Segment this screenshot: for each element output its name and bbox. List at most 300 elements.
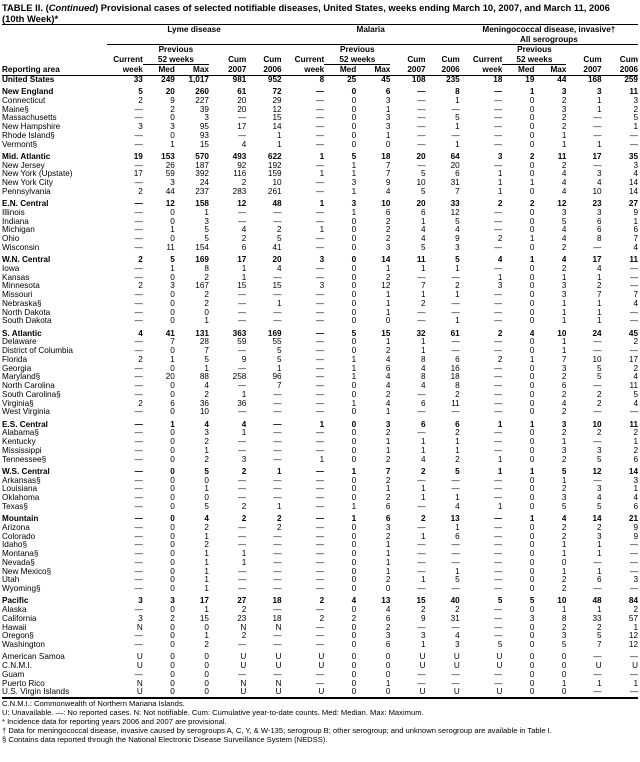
cell-value: 2 bbox=[385, 623, 391, 632]
cell-value: 169 bbox=[195, 256, 209, 265]
cell-value: 2 bbox=[497, 235, 503, 244]
cell-value: 2 bbox=[204, 438, 209, 447]
cell-value: 3 bbox=[497, 282, 503, 291]
cell-value: 5 bbox=[561, 502, 567, 511]
table-row bbox=[2, 585, 638, 594]
cell-value: — bbox=[417, 476, 426, 485]
cell-value: 4 bbox=[204, 515, 209, 524]
cell-value: 1 bbox=[497, 467, 503, 476]
reporting-area: Vermont§ bbox=[2, 140, 38, 149]
cell-value: — bbox=[417, 623, 426, 632]
cell-value: 0 bbox=[351, 623, 357, 632]
cell-value: 41 bbox=[165, 329, 175, 338]
cell-value: — bbox=[494, 494, 503, 503]
cell-value: — bbox=[134, 317, 143, 326]
cell-value: 4 bbox=[421, 235, 426, 244]
cell-value: 1,017 bbox=[188, 75, 209, 84]
cell-value: — bbox=[238, 382, 247, 391]
cell-value: 5 bbox=[597, 373, 602, 382]
cell-value: — bbox=[629, 567, 638, 576]
cell-value: 1 bbox=[241, 264, 247, 273]
table-row bbox=[2, 503, 638, 512]
reporting-area: Puerto Rico bbox=[2, 679, 45, 688]
cell-value: 7 bbox=[385, 467, 391, 476]
cell-value: — bbox=[494, 576, 503, 585]
table-row bbox=[2, 338, 638, 347]
cell-value: 0 bbox=[170, 567, 175, 576]
cell-value: 1 bbox=[597, 317, 602, 326]
cell-value: 1 bbox=[455, 438, 460, 447]
cell-value: 12 bbox=[381, 282, 391, 291]
cell-value: 0 bbox=[529, 282, 535, 291]
cell-value: 5 bbox=[561, 641, 567, 650]
cell-value: — bbox=[494, 408, 503, 417]
cell-value: 28 bbox=[199, 338, 209, 347]
cell-value: 1 bbox=[497, 170, 503, 179]
cell-value: 1 bbox=[597, 567, 602, 576]
cell-value: 45 bbox=[628, 329, 638, 338]
cell-value: 3 bbox=[319, 282, 325, 291]
cell-value: 7 bbox=[385, 161, 391, 170]
cell-value: 1 bbox=[385, 105, 391, 114]
cell-value: — bbox=[417, 105, 426, 114]
cell-value: 2 bbox=[561, 532, 567, 541]
cell-value: 1 bbox=[633, 438, 638, 447]
reporting-area: California bbox=[2, 614, 37, 623]
cell-value: 0 bbox=[351, 256, 357, 265]
cell-value: 1 bbox=[597, 105, 602, 114]
cell-value: — bbox=[593, 382, 602, 391]
cell-value: — bbox=[417, 523, 426, 532]
cell-value: U bbox=[390, 688, 425, 697]
cell-value: 2 bbox=[455, 606, 460, 615]
cell-value: — bbox=[273, 541, 282, 550]
cell-value: 4 bbox=[351, 597, 357, 606]
cell-value: 1 bbox=[385, 291, 391, 300]
cell-value: — bbox=[451, 347, 460, 356]
cell-value: 1 bbox=[170, 420, 175, 429]
cell-value: 9 bbox=[633, 523, 638, 532]
table-row bbox=[2, 97, 638, 106]
cell-value: — bbox=[316, 502, 325, 511]
cell-value: 55 bbox=[272, 338, 282, 347]
cell-value: 9 bbox=[455, 235, 460, 244]
cell-value: U bbox=[419, 653, 426, 662]
header-2007: 2007 bbox=[209, 65, 246, 76]
cell-value: — bbox=[316, 123, 325, 132]
cell-value: 0 bbox=[529, 641, 535, 650]
cell-value: 19 bbox=[525, 75, 535, 84]
cell-value: — bbox=[593, 114, 602, 123]
cell-value: 249 bbox=[161, 75, 175, 84]
cell-value: — bbox=[134, 523, 143, 532]
cell-value: 5 bbox=[421, 243, 426, 252]
cell-value: — bbox=[494, 299, 503, 308]
cell-value: 168 bbox=[587, 75, 602, 84]
cell-value: 1 bbox=[204, 364, 209, 373]
cell-value: 1 bbox=[351, 161, 357, 170]
cell-value: 0 bbox=[351, 273, 357, 282]
cell-value: — bbox=[494, 131, 503, 140]
cell-value: — bbox=[316, 105, 325, 114]
cell-value: 0 bbox=[529, 291, 535, 300]
cell-value: 5 bbox=[597, 364, 602, 373]
cell-value: 3 bbox=[561, 88, 567, 97]
cell-value: — bbox=[238, 299, 247, 308]
cell-value: 0 bbox=[170, 114, 175, 123]
cell-value: — bbox=[134, 200, 143, 209]
table-row bbox=[2, 688, 638, 697]
reporting-area: Texas§ bbox=[2, 502, 28, 511]
cell-value: 2 bbox=[385, 532, 391, 541]
cell-value: 0 bbox=[351, 105, 357, 114]
cell-value: U bbox=[275, 662, 282, 671]
cell-value: — bbox=[417, 429, 426, 438]
cell-value: 1 bbox=[597, 140, 602, 149]
cell-value: 0 bbox=[529, 243, 535, 252]
cell-value: 0 bbox=[204, 494, 209, 503]
cell-value: 0 bbox=[385, 317, 391, 326]
cell-value: 0 bbox=[351, 606, 357, 615]
table-row bbox=[2, 568, 638, 577]
cell-value: 14 bbox=[592, 515, 602, 524]
cell-value: 36 bbox=[199, 399, 209, 408]
cell-value: 0 bbox=[561, 662, 567, 671]
cell-value: 1 bbox=[204, 585, 209, 594]
cell-value: 0 bbox=[529, 299, 535, 308]
cell-value: 0 bbox=[529, 273, 535, 282]
cell-value: — bbox=[238, 532, 247, 541]
cell-value: 1 bbox=[385, 485, 391, 494]
reporting-area: Arizona bbox=[2, 523, 30, 532]
cell-value: 2 bbox=[138, 256, 143, 265]
data-table bbox=[2, 24, 638, 698]
cell-value: 3 bbox=[138, 123, 143, 132]
cell-value: 25 bbox=[347, 75, 357, 84]
cell-value: — bbox=[451, 131, 460, 140]
cell-value: — bbox=[316, 606, 325, 615]
cell-value: 17 bbox=[199, 597, 209, 606]
header-previous: Previous bbox=[517, 45, 552, 55]
cell-value: — bbox=[494, 243, 503, 252]
cell-value: 1 bbox=[204, 576, 209, 585]
header-med: Med bbox=[324, 65, 356, 76]
cell-value: 44 bbox=[165, 187, 175, 196]
cell-value: — bbox=[494, 558, 503, 567]
cell-value: — bbox=[273, 585, 282, 594]
header-current: Current bbox=[113, 55, 143, 65]
cell-value: 0 bbox=[351, 576, 357, 585]
cell-value: 10 bbox=[381, 200, 391, 209]
table-row bbox=[2, 188, 638, 197]
cell-value: — bbox=[316, 585, 325, 594]
reporting-area: Connecticut bbox=[2, 96, 46, 105]
cell-value: 952 bbox=[267, 75, 282, 84]
cell-value: 2 bbox=[204, 299, 209, 308]
cell-value: 12 bbox=[272, 105, 282, 114]
cell-value: U bbox=[496, 653, 503, 662]
cell-value: 3 bbox=[385, 420, 391, 429]
cell-value: — bbox=[238, 641, 247, 650]
reporting-area: Montana§ bbox=[2, 550, 39, 559]
cell-value: 6 bbox=[421, 420, 426, 429]
cell-value: — bbox=[316, 243, 325, 252]
cell-value: 10 bbox=[592, 355, 602, 364]
cell-value: 4 bbox=[455, 226, 460, 235]
cell-value: 6 bbox=[561, 382, 567, 391]
cell-value: 1 bbox=[351, 355, 357, 364]
cell-value: 4 bbox=[421, 226, 426, 235]
cell-value: 1 bbox=[529, 467, 535, 476]
cell-value: — bbox=[134, 140, 143, 149]
cell-value: 4 bbox=[455, 502, 460, 511]
cell-value: 0 bbox=[351, 446, 357, 455]
cell-value: — bbox=[494, 446, 503, 455]
cell-value: — bbox=[238, 347, 247, 356]
cell-value: 1 bbox=[597, 541, 602, 550]
cell-value: 0 bbox=[351, 585, 357, 594]
cell-value: 11 bbox=[629, 256, 638, 265]
cell-value: 0 bbox=[351, 670, 357, 679]
cell-value: 14 bbox=[628, 187, 638, 196]
cell-value: 3 bbox=[241, 455, 247, 464]
footnotes bbox=[2, 698, 638, 745]
cell-value: 2 bbox=[455, 282, 460, 291]
cell-value: — bbox=[451, 585, 460, 594]
cell-value: 1 bbox=[455, 523, 460, 532]
cell-value: 1 bbox=[561, 131, 567, 140]
cell-value: 0 bbox=[529, 502, 535, 511]
cell-value: 1 bbox=[561, 140, 567, 149]
cell-value: — bbox=[238, 446, 247, 455]
cell-value: 1 bbox=[597, 550, 602, 559]
table-row bbox=[2, 485, 638, 494]
cell-value: 4 bbox=[633, 399, 638, 408]
cell-value: — bbox=[417, 308, 426, 317]
cell-value: 6 bbox=[170, 399, 175, 408]
cell-value: 4 bbox=[385, 606, 391, 615]
cell-value: 3 bbox=[561, 420, 567, 429]
cell-value: 0 bbox=[529, 606, 535, 615]
cell-value: 1 bbox=[170, 226, 175, 235]
cell-value: 15 bbox=[416, 597, 426, 606]
cell-value: 3 bbox=[455, 243, 460, 252]
cell-value: 4 bbox=[561, 235, 567, 244]
cell-value: — bbox=[316, 399, 325, 408]
cell-value: 8 bbox=[561, 614, 567, 623]
cell-value: — bbox=[494, 429, 503, 438]
cell-value: 0 bbox=[351, 308, 357, 317]
cell-value: — bbox=[238, 364, 247, 373]
cell-value: 1 bbox=[351, 399, 357, 408]
cell-value: 0 bbox=[385, 140, 391, 149]
cell-value: — bbox=[316, 329, 325, 338]
table-row bbox=[2, 244, 638, 253]
cell-value: 0 bbox=[175, 688, 209, 697]
cell-value: 0 bbox=[170, 523, 175, 532]
cell-value: 0 bbox=[385, 653, 391, 662]
cell-value: 2 bbox=[633, 105, 638, 114]
table-row bbox=[2, 209, 638, 218]
cell-value: U bbox=[632, 662, 638, 671]
cell-value: 0 bbox=[351, 476, 357, 485]
cell-value: 0 bbox=[529, 438, 535, 447]
header-current: Current bbox=[472, 55, 503, 65]
cell-value: 2 bbox=[385, 576, 391, 585]
cell-value: 0 bbox=[529, 541, 535, 550]
title-main: ) Provisional cases of selected notifiable diseases, United States, weeks ending March 10, 2007, and March 11, 2006 bbox=[95, 2, 610, 13]
cell-value: 2 bbox=[497, 200, 503, 209]
table-row bbox=[2, 170, 638, 179]
cell-value: — bbox=[134, 438, 143, 447]
reporting-area: Rhode Island§ bbox=[2, 131, 55, 140]
title-continued: Continued bbox=[48, 2, 96, 13]
cell-value: 1 bbox=[421, 641, 426, 650]
cell-value: 0 bbox=[351, 679, 357, 688]
cell-value: 2 bbox=[385, 455, 391, 464]
cell-value: 39 bbox=[199, 105, 209, 114]
cell-value: 2 bbox=[241, 606, 247, 615]
cell-value: 0 bbox=[351, 438, 357, 447]
cell-value: 6 bbox=[385, 641, 391, 650]
header-2006: 2006 bbox=[602, 65, 638, 76]
cell-value: — bbox=[316, 429, 325, 438]
reporting-area: North Carolina bbox=[2, 382, 55, 391]
cell-value: 6 bbox=[385, 88, 391, 97]
cell-value: 2 bbox=[241, 179, 247, 188]
cell-value: — bbox=[451, 550, 460, 559]
cell-value: — bbox=[451, 485, 460, 494]
cell-value: 1 bbox=[351, 187, 357, 196]
group-meningococcal: Meningococcal disease, invasive† bbox=[460, 25, 638, 35]
cell-value: 1 bbox=[421, 264, 426, 273]
cell-value: — bbox=[273, 567, 282, 576]
reporting-area: Louisiana bbox=[2, 485, 38, 494]
cell-value: 0 bbox=[170, 317, 175, 326]
cell-value: — bbox=[273, 558, 282, 567]
cell-value: 4 bbox=[277, 264, 282, 273]
footnote: * Incidence data for reporting years 2006 and 2007 are provisional. bbox=[2, 717, 227, 727]
cell-value: — bbox=[494, 585, 503, 594]
cell-value: — bbox=[417, 502, 426, 511]
cell-value: — bbox=[417, 408, 426, 417]
cell-value: 33 bbox=[133, 75, 143, 84]
cell-value: 3 bbox=[204, 217, 209, 226]
cell-value: 1 bbox=[455, 291, 460, 300]
cell-value: 1 bbox=[561, 317, 567, 326]
cell-value: — bbox=[134, 390, 143, 399]
cell-value: — bbox=[273, 208, 282, 217]
cell-value: 3 bbox=[561, 446, 567, 455]
cell-value: 6 bbox=[421, 208, 426, 217]
cell-value: 3 bbox=[170, 123, 175, 132]
cell-value: 2 bbox=[561, 264, 567, 273]
cell-value: — bbox=[134, 408, 143, 417]
cell-value: — bbox=[451, 541, 460, 550]
cell-value: 0 bbox=[351, 347, 357, 356]
cell-value: 2 bbox=[497, 355, 503, 364]
cell-value: 2 bbox=[385, 390, 391, 399]
cell-value: 1 bbox=[421, 485, 426, 494]
cell-value: 13 bbox=[381, 597, 391, 606]
cell-value: 0 bbox=[170, 408, 175, 417]
reporting-area: United States bbox=[2, 75, 55, 84]
cell-value: 0 bbox=[356, 688, 390, 697]
cell-value: 981 bbox=[232, 75, 247, 84]
cell-value: — bbox=[238, 438, 247, 447]
cell-value: 4 bbox=[633, 243, 638, 252]
reporting-area: Colorado bbox=[2, 532, 36, 541]
cell-value: — bbox=[134, 273, 143, 282]
title-prefix: TABLE II. ( bbox=[2, 2, 49, 13]
cell-value: 192 bbox=[267, 161, 282, 170]
cell-value: 3 bbox=[204, 114, 209, 123]
cell-value: — bbox=[629, 653, 638, 662]
cell-value: 1 bbox=[561, 438, 567, 447]
table-row bbox=[2, 274, 638, 283]
table-row bbox=[2, 300, 638, 309]
cell-value: 0 bbox=[529, 308, 535, 317]
cell-value: — bbox=[238, 494, 247, 503]
cell-value: 0 bbox=[529, 653, 535, 662]
cell-value: 1 bbox=[561, 476, 567, 485]
cell-value: — bbox=[417, 88, 426, 97]
cell-value: — bbox=[417, 114, 426, 123]
cell-value: 0 bbox=[204, 679, 209, 688]
cell-value: 1 bbox=[455, 446, 460, 455]
reporting-area: S. Atlantic bbox=[2, 329, 42, 338]
cell-value: 1 bbox=[529, 235, 535, 244]
cell-value: — bbox=[238, 541, 247, 550]
cell-value: 2 bbox=[241, 467, 247, 476]
cell-value: 1 bbox=[597, 299, 602, 308]
cell-value: 2 bbox=[421, 515, 426, 524]
header-cum: Cum bbox=[407, 55, 426, 65]
cell-value: 6 bbox=[421, 399, 426, 408]
cell-value: 16 bbox=[450, 364, 460, 373]
table-row bbox=[2, 391, 638, 400]
cell-value: 8 bbox=[204, 264, 209, 273]
table-row bbox=[2, 615, 638, 624]
cell-value: — bbox=[134, 641, 143, 650]
cell-value: 0 bbox=[351, 494, 357, 503]
cell-value: 26 bbox=[165, 161, 175, 170]
cell-value: 1 bbox=[455, 317, 460, 326]
cell-value: — bbox=[316, 317, 325, 326]
cell-value: 6 bbox=[455, 420, 460, 429]
cell-value: 1 bbox=[204, 532, 209, 541]
cell-value: — bbox=[629, 408, 638, 417]
cell-value: 2 bbox=[241, 515, 247, 524]
cell-value: 3 bbox=[385, 96, 391, 105]
cell-value: 2 bbox=[138, 187, 143, 196]
reporting-area: E.N. Central bbox=[2, 200, 49, 209]
cell-value: 8 bbox=[421, 373, 426, 382]
cell-value: 0 bbox=[534, 688, 566, 697]
cell-value: 0 bbox=[170, 467, 175, 476]
cell-value: 0 bbox=[351, 408, 357, 417]
cell-value: 1 bbox=[529, 515, 535, 524]
cell-value: — bbox=[629, 670, 638, 679]
cell-value: 7 bbox=[204, 347, 209, 356]
cell-value: — bbox=[316, 187, 325, 196]
cell-value: 0 bbox=[170, 217, 175, 226]
cell-value: — bbox=[273, 399, 282, 408]
cell-value: 0 bbox=[351, 114, 357, 123]
cell-value: 0 bbox=[351, 217, 357, 226]
cell-value: 4 bbox=[597, 264, 602, 273]
cell-value: 5 bbox=[497, 597, 503, 606]
